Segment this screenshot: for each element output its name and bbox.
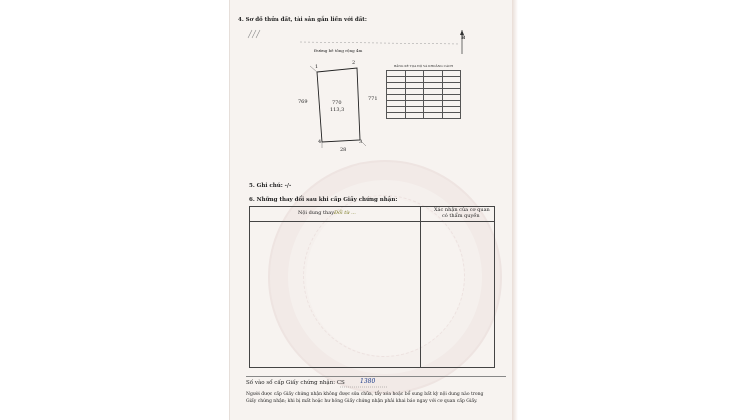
coord-table <box>386 70 461 119</box>
col2-header-line1: Xác nhận của cơ quan <box>434 207 490 213</box>
section6-title: 6. Những thay đổi sau khi cấp Giấy chứng nhận: <box>249 197 398 203</box>
changes-table <box>249 206 495 368</box>
section5-title: 5. Ghi chú: -/- <box>249 183 292 189</box>
col1-header: Nội dung thay <box>298 210 335 216</box>
corner-4: 4 <box>318 139 322 145</box>
coord-table-title: BẢNG KÊ TỌA ĐỘ VÀ KHOẢNG CÁCH <box>393 64 454 68</box>
page-edge <box>512 0 518 420</box>
bottom-label: 28 <box>340 147 347 153</box>
corner-3: 3 <box>359 139 363 145</box>
north-arrow-icon <box>457 30 467 54</box>
left-neighbor: 769 <box>298 99 308 105</box>
col2-header-line2: có thẩm quyền <box>442 213 480 219</box>
parcel-number: 770 <box>332 100 342 106</box>
table-column-divider <box>420 207 421 367</box>
table-header-divider <box>250 221 494 222</box>
section4-title: 4. Sơ đồ thửa đất, tài sản gắn liền với đất: <box>238 17 367 23</box>
handwritten-mark <box>246 28 266 42</box>
road-label: Đường bê tông rộng 4m <box>314 48 363 53</box>
registry-number: 1380 <box>360 378 376 385</box>
corner-2: 2 <box>352 60 356 66</box>
registry-underline <box>340 386 390 389</box>
right-neighbor: 771 <box>368 96 378 102</box>
parcel-diagram <box>300 58 390 158</box>
north-label: B <box>461 35 466 41</box>
parcel-area: 113,3 <box>330 107 345 113</box>
registry-label: Số vào sổ cấp Giấy chứng nhận: CS <box>246 380 345 386</box>
corner-1: 1 <box>315 64 319 70</box>
dashed-divider <box>300 40 460 46</box>
footer-rule <box>246 376 506 377</box>
footer-note-line1: Người được cấp Giấy chứng nhận không được sửa chữa, tẩy xóa hoặc bổ sung bất kỳ nội dung nào trong <box>246 392 484 397</box>
col1-note: Đổi từ ... <box>334 210 356 216</box>
footer-note-line2: Giấy chứng nhận; khi bị mất hoặc hư hỏng Giấy chứng nhận phải khai báo ngay với cơ quan cấp Giấy. <box>246 399 478 404</box>
